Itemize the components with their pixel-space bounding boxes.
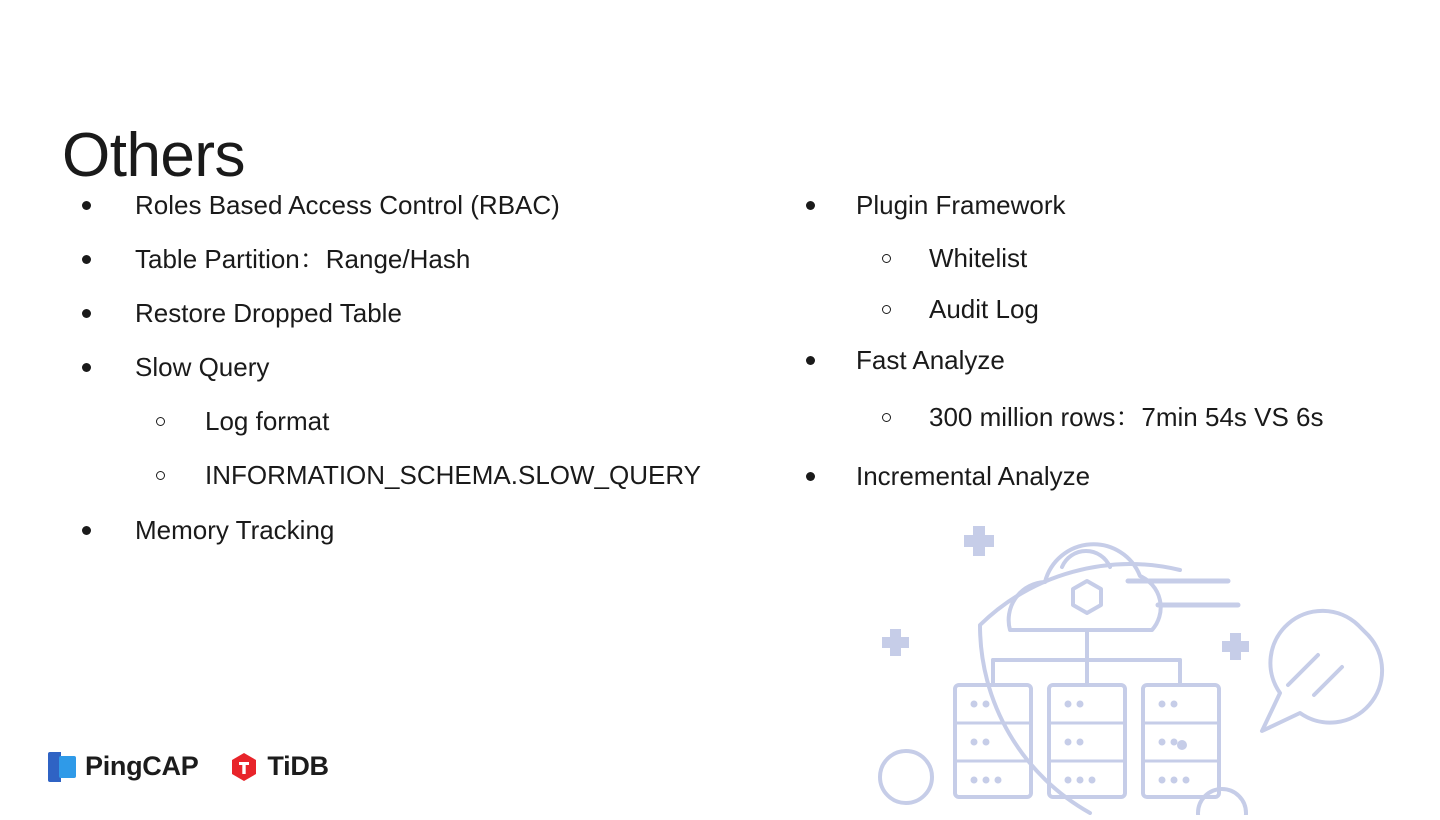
list-item-label: Restore Dropped Table xyxy=(135,298,402,329)
list-item-label: Fast Analyze xyxy=(856,345,1005,376)
list-item-label: Roles Based Access Control (RBAC) xyxy=(135,190,560,220)
list-item-sub xyxy=(62,404,742,439)
bullet-dot-icon xyxy=(806,201,815,210)
pingcap-wordmark: PingCAP xyxy=(85,751,199,781)
bullet-circle-icon xyxy=(882,305,891,314)
list-item-label: Table Partition：Range/Hash xyxy=(135,244,471,275)
list-item xyxy=(62,350,742,385)
bullet-circle-icon xyxy=(882,254,891,263)
list-item-sub xyxy=(62,458,742,493)
list-item xyxy=(62,296,742,331)
tidb-wordmark: TiDB xyxy=(267,751,329,781)
list-item-label: Log format xyxy=(205,406,330,437)
list-item-label: INFORMATION_SCHEMA.SLOW_QUERY xyxy=(205,460,701,491)
bullet-dot-icon xyxy=(82,309,91,318)
list-item-label: Whitelist xyxy=(929,243,1028,274)
list-item xyxy=(62,513,742,548)
footer-logos xyxy=(48,751,329,782)
right-content-column xyxy=(786,188,1406,513)
list-item-label: Slow Query xyxy=(135,352,270,383)
list-item-sub xyxy=(786,292,1406,327)
left-bullet-list xyxy=(62,188,742,548)
list-item xyxy=(786,343,1406,378)
list-item xyxy=(62,188,742,223)
pingcap-logo-icon xyxy=(48,752,76,782)
bullet-dot-icon xyxy=(806,356,815,365)
list-item-label: Memory Tracking xyxy=(135,514,335,545)
bullet-dot-icon xyxy=(82,363,91,372)
list-item-label: Plugin Framework xyxy=(856,190,1066,220)
bullet-dot-icon xyxy=(82,255,91,264)
bullet-dot-icon xyxy=(806,472,815,481)
list-item xyxy=(786,188,1406,223)
bullet-dot-icon xyxy=(82,526,91,535)
left-content-column xyxy=(62,188,742,567)
list-item xyxy=(62,242,742,277)
pingcap-logo xyxy=(48,751,198,782)
tidb-logo xyxy=(230,751,328,782)
list-item-label: Incremental Analyze xyxy=(856,461,1091,492)
cloud-database-illustration xyxy=(790,495,1430,815)
bullet-circle-icon xyxy=(156,471,165,480)
list-item-sub xyxy=(786,241,1406,276)
right-bullet-list xyxy=(786,188,1406,495)
tidb-logo-icon xyxy=(230,752,258,782)
bullet-circle-icon xyxy=(882,413,891,422)
bullet-circle-icon xyxy=(156,417,165,426)
list-item-label: 300 million rows：7min 54s VS 6s xyxy=(929,402,1324,433)
list-item-label: Audit Log xyxy=(929,294,1039,325)
bullet-dot-icon xyxy=(82,201,91,210)
list-item-sub xyxy=(786,400,1406,435)
list-item xyxy=(786,459,1406,494)
page-title: Others xyxy=(62,120,246,190)
